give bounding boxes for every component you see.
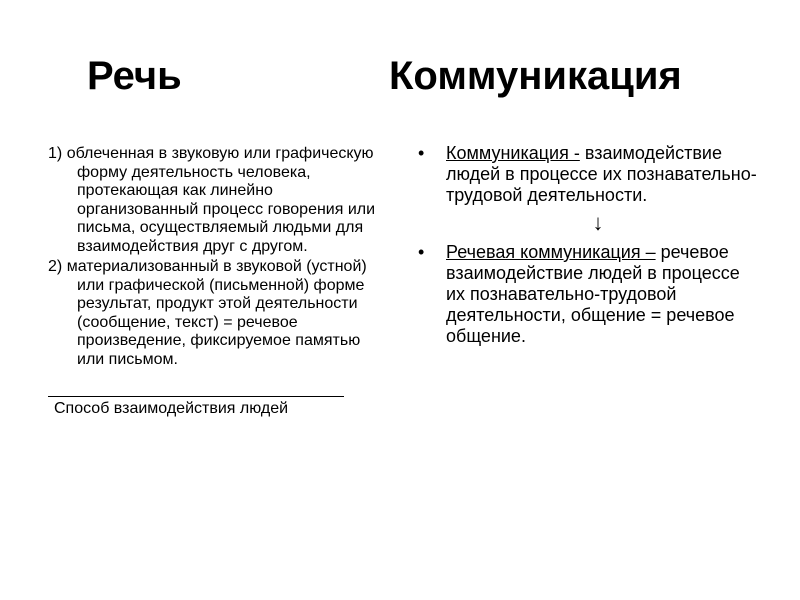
communication-title: Коммуникация — [389, 54, 682, 98]
definition-text: речевое взаимодействие людей в процессе их познавательно-трудовой деятельности, общение = речевое общение. — [446, 242, 740, 346]
term-communication: Коммуникация - — [446, 143, 580, 163]
speech-conclusion: Способ взаимодействия людей — [54, 400, 289, 417]
bullet-icon: • — [418, 242, 425, 262]
item-text: облеченная в звуковую или графическую форму деятельность человека, протекающая как линейно организованный процесс говорения или письма, осуществляемый людьми для взаимодействия друг с другом. — [66, 145, 376, 255]
item-number: 2) — [48, 258, 63, 275]
item-number: 1) — [48, 145, 63, 162]
communication-definitions — [418, 143, 758, 347]
speech-definition-2 — [48, 258, 388, 369]
item-text: материализованный в звуковой (устной) или графической (письменной) форме результат, продукт этой деятельности (сообщение, текст) = речевое произведение, фиксируемое памятью или письмом. — [66, 258, 367, 368]
speech-definition-1 — [48, 145, 388, 256]
down-arrow-icon: ↓ — [592, 210, 604, 235]
communication-definition — [418, 143, 758, 206]
term-speech-communication: Речевая коммуникация – — [446, 242, 656, 262]
definition-text: взаимодействие людей в процессе их познавательно-трудовой деятельности. — [446, 143, 757, 205]
speech-communication-definition — [418, 242, 758, 347]
divider-line — [48, 396, 344, 397]
bullet-icon: • — [418, 143, 425, 163]
speech-title: Речь — [87, 54, 182, 98]
speech-definitions — [48, 145, 388, 419]
